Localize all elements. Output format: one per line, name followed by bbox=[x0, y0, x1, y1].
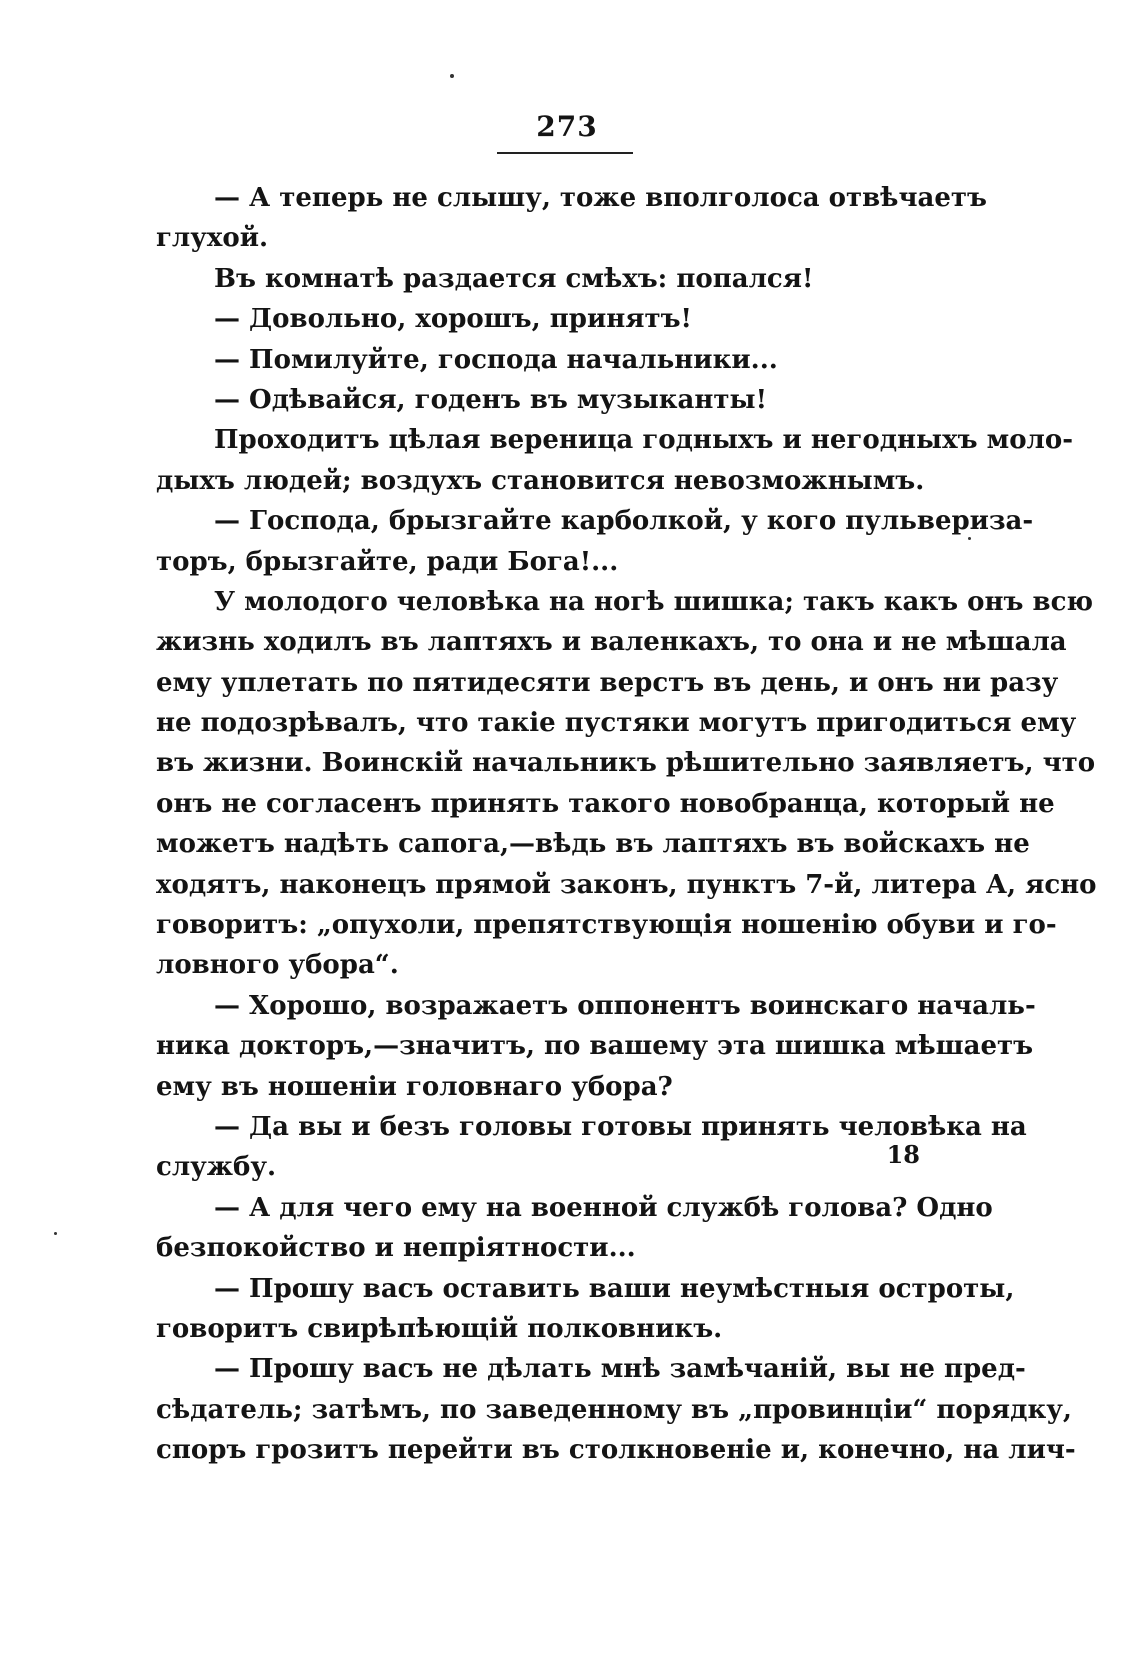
text-line: — Прошу васъ оставить ваши неумѣстныя остроты, bbox=[214, 1273, 1015, 1304]
text-line: Проходитъ цѣлая вереница годныхъ и негодныхъ моло- bbox=[214, 425, 1074, 456]
ink-speck bbox=[450, 74, 454, 78]
text-line: не подозрѣвалъ, что такіе пустяки могутъ пригодиться ему bbox=[156, 708, 1077, 739]
text-line: — Господа, брызгайте карболкой, у кого пульвериза- bbox=[214, 506, 1034, 537]
text-line: можетъ надѣть сапога,—вѣдь въ лаптяхъ въ войскахъ не bbox=[156, 829, 1030, 860]
text-line: говоритъ: „опухоли, препятствующія ношенію обуви и го- bbox=[156, 910, 1057, 941]
text-line: споръ грозитъ перейти въ столкновеніе и, конечно, на лич- bbox=[156, 1435, 1076, 1466]
text-line: ходятъ, наконецъ прямой законъ, пунктъ 7-й, литера А, ясно bbox=[156, 869, 1097, 900]
text-line: службу. bbox=[156, 1152, 277, 1183]
text-line: — Да вы и безъ головы готовы принять человѣка на bbox=[214, 1111, 1027, 1142]
text-line: глухой. bbox=[156, 223, 269, 254]
text-line: онъ не согласенъ принять такого новобранца, который не bbox=[156, 788, 1055, 819]
text-line: сѣдатель; затѣмъ, по заведенному въ „провинціи“ порядку, bbox=[156, 1394, 1072, 1425]
text-line: У молодого человѣка на ногѣ шишка; такъ какъ онъ всю bbox=[214, 586, 1094, 617]
text-line: — Хорошо, возражаетъ оппонентъ воинскаго началь- bbox=[214, 990, 1036, 1021]
text-line: — Одѣвайся, годенъ въ музыканты! bbox=[214, 384, 768, 415]
header-rule bbox=[497, 152, 633, 154]
text-line: — Помилуйте, господа начальники... bbox=[214, 344, 778, 375]
text-line: — Довольно, хорошъ, принятъ! bbox=[214, 304, 692, 335]
body-text bbox=[156, 178, 1097, 1471]
text-line: ловного убора“. bbox=[156, 950, 399, 981]
page-number: 273 bbox=[536, 110, 598, 143]
text-line: безпокойство и непріятности... bbox=[156, 1233, 636, 1264]
text-line: Въ комнатѣ раздается смѣхъ: попался! bbox=[214, 263, 814, 294]
text-line: ему уплетать по пятидесяти верстъ въ день, и онъ ни разу bbox=[156, 667, 1059, 698]
text-line: — Прошу васъ не дѣлать мнѣ замѣчаній, вы не пред- bbox=[214, 1354, 1026, 1385]
text-line: — А теперь не слышу, тоже вполголоса отвѣчаетъ bbox=[214, 183, 987, 213]
text-line: дыхъ людей; воздухъ становится невозможнымъ. bbox=[156, 465, 925, 496]
text-line: — А для чего ему на военной службѣ голова? Одно bbox=[214, 1192, 993, 1223]
text-line: ника докторъ,—значитъ, по вашему эта шишка мѣшаетъ bbox=[156, 1031, 1034, 1062]
text-line: торъ, брызгайте, ради Бога!... bbox=[156, 546, 619, 577]
text-line: ему въ ношеніи головнаго убора? bbox=[156, 1071, 673, 1102]
printer-signature-mark: 18 bbox=[886, 1140, 920, 1169]
text-line: въ жизни. Воинскій начальникъ рѣшительно заявляетъ, что bbox=[156, 748, 1096, 779]
text-line: жизнь ходилъ въ лаптяхъ и валенкахъ, то она и не мѣшала bbox=[156, 627, 1067, 658]
ink-speck bbox=[54, 1232, 57, 1235]
text-line: говоритъ свирѣпѣющій полковникъ. bbox=[156, 1313, 723, 1344]
